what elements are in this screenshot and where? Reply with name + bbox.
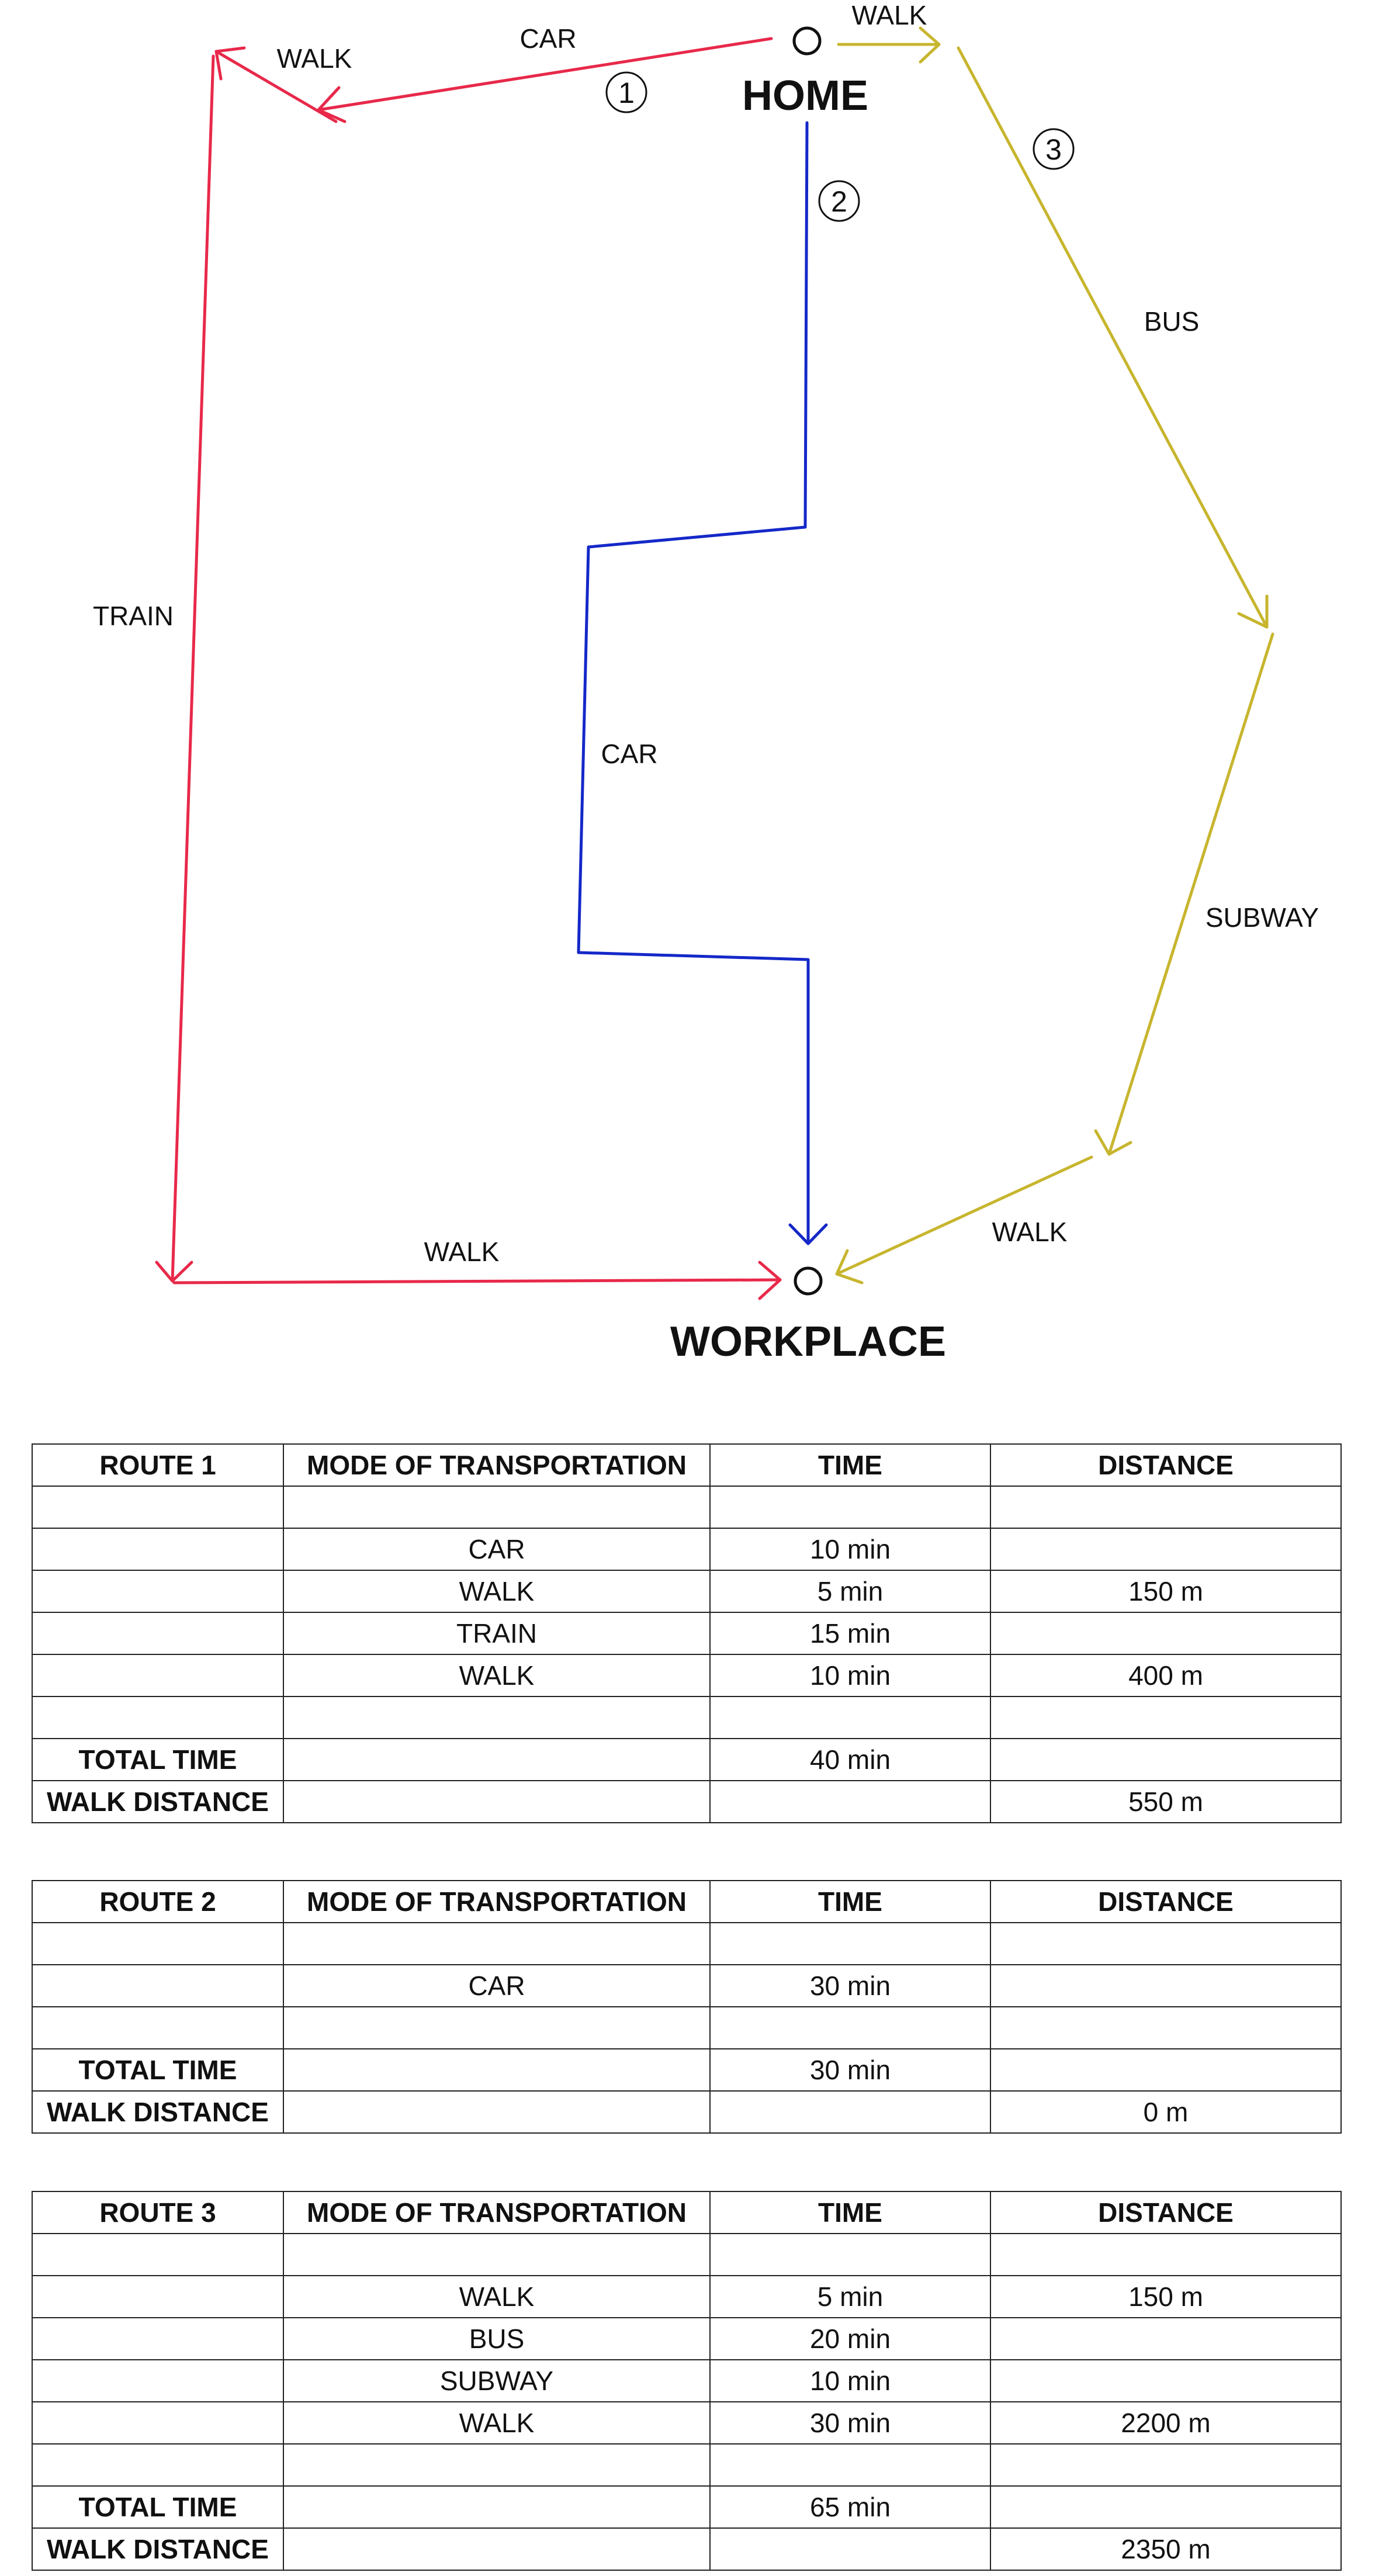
total-time-value: 40 min [710,1739,990,1781]
route2-car-label: CAR [601,739,658,769]
table-row [32,1965,1341,2007]
route3-walk-label: WALK [851,0,927,30]
total-time-row [32,2486,1341,2528]
route2-table [32,1880,1342,2134]
time-cell: 30 min [710,1965,990,2007]
distance-header: DISTANCE [990,1444,1341,1486]
time-header: TIME [710,1881,990,1923]
mode-cell: WALK [283,2402,710,2444]
route1-train-label: TRAIN [93,601,174,631]
route3-subway-label: SUBWAY [1205,902,1319,933]
total-time-row [32,1739,1341,1781]
route3-number: 3 [1045,133,1062,166]
time-cell: 5 min [710,1570,990,1612]
workplace-label: WORKPLACE [670,1318,946,1365]
walk-distance-row [32,2091,1341,2133]
mode-cell: BUS [283,2318,710,2360]
table-row [32,1528,1341,1570]
time-cell: 10 min [710,1528,990,1570]
walk-distance-value: 550 m [990,1781,1341,1823]
route-title: ROUTE 3 [32,2191,283,2234]
total-time-value: 30 min [710,2049,990,2091]
time-header: TIME [710,1444,990,1486]
walk-distance-label: WALK DISTANCE [32,1781,283,1823]
route2-number-badge [819,181,859,221]
route3-number-badge [1034,129,1073,169]
table-row [32,2444,1341,2486]
table-row [32,2007,1341,2049]
mode-header: MODE OF TRANSPORTATION [283,1444,710,1486]
time-cell: 30 min [710,2402,990,2444]
route3-path [837,28,1273,1283]
mode-header: MODE OF TRANSPORTATION [283,2191,710,2234]
time-cell: 10 min [710,1654,990,1696]
table-header-row [32,1444,1341,1486]
time-cell: 10 min [710,2360,990,2402]
route3-bus-segment [958,48,1267,627]
distance-cell [990,2360,1341,2402]
route1-car-label: CAR [519,23,577,54]
route2-car-segment [579,123,808,1244]
home-marker [794,28,820,54]
walk-distance-label: WALK DISTANCE [32,2091,283,2133]
mode-header: MODE OF TRANSPORTATION [283,1881,710,1923]
distance-cell: 2200 m [990,2402,1341,2444]
time-header: TIME [710,2191,990,2234]
walk-distance-value: 0 m [990,2091,1341,2133]
route1-path [157,39,780,1299]
route2-path [579,123,826,1244]
route-title: ROUTE 2 [32,1881,283,1923]
table-row [32,1570,1341,1612]
distance-header: DISTANCE [990,1881,1341,1923]
distance-cell: 400 m [990,1654,1341,1696]
route3-bus-label: BUS [1144,306,1200,337]
table-header-row [32,2191,1341,2234]
table-header-row [32,1881,1341,1923]
walk-distance-label: WALK DISTANCE [32,2528,283,2570]
table-row [32,2360,1341,2402]
distance-header: DISTANCE [990,2191,1341,2234]
mode-cell: CAR [283,1965,710,2007]
route3-walk2-segment [837,1157,1092,1274]
distance-cell [990,1965,1341,2007]
table-row [32,1923,1341,1965]
mode-cell: WALK [283,2276,710,2318]
distance-cell: 150 m [990,2276,1341,2318]
table-row [32,1654,1341,1696]
distance-cell [990,1612,1341,1654]
table-row [32,1612,1341,1654]
distance-cell [990,2318,1341,2360]
route2-number: 2 [831,185,847,218]
total-time-value: 65 min [710,2486,990,2528]
route-title: ROUTE 1 [32,1444,283,1486]
walk-distance-value: 2350 m [990,2528,1341,2570]
time-cell: 20 min [710,2318,990,2360]
walk-distance-row [32,2528,1341,2570]
total-time-row [32,2049,1341,2091]
total-time-label: TOTAL TIME [32,1739,283,1781]
route1-table [32,1443,1342,1823]
table-row [32,2318,1341,2360]
total-time-label: TOTAL TIME [32,2049,283,2091]
time-cell: 15 min [710,1612,990,1654]
table-row [32,1486,1341,1528]
walk-distance-row [32,1781,1341,1823]
mode-cell: WALK [283,1654,710,1696]
route1-walk2-segment [174,1280,780,1283]
distance-cell: 150 m [990,1570,1341,1612]
mode-cell: TRAIN [283,1612,710,1654]
time-cell: 5 min [710,2276,990,2318]
route1-car-arrowhead [318,88,345,122]
route3-walk2-label: WALK [992,1217,1068,1247]
mode-cell: SUBWAY [283,2360,710,2402]
table-row [32,2234,1341,2276]
total-time-label: TOTAL TIME [32,2486,283,2528]
workplace-marker [795,1268,821,1294]
route1-number: 1 [618,77,635,109]
route3-subway-segment [1109,634,1273,1154]
table-row [32,2276,1341,2318]
route1-walk-label: WALK [276,43,352,74]
mode-cell: WALK [283,1570,710,1612]
mode-cell: CAR [283,1528,710,1570]
route1-number-badge [607,72,646,112]
table-row [32,1696,1341,1739]
home-label: HOME [742,72,868,119]
distance-cell [990,1528,1341,1570]
route1-walk2-label: WALK [424,1237,500,1267]
route3-table [32,2191,1342,2571]
table-row [32,2402,1341,2444]
route1-train-segment [172,56,213,1281]
